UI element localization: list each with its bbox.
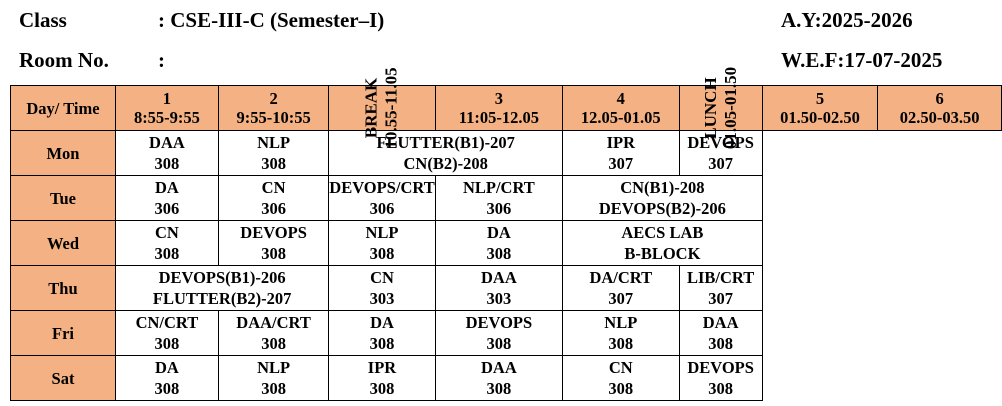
slot-fri-p4: DEVOPS 308 [435,311,562,356]
slot-fri-p2: DAA/CRT 308 [218,311,328,356]
academic-year: A.Y:2025-2026 [781,8,913,32]
class-value: : CSE-III-C (Semester–I) [158,8,385,32]
slot-wed-p4: DA 308 [435,221,562,266]
period-header-1: 1 8:55-9:55 [115,86,218,131]
slot-thu-p6: LIB/CRT 307 [679,266,762,311]
break-column: BREAK 10.55-11.05 [329,86,435,131]
slot-mon-p34: FLUTTER(B1)-207 CN(B2)-208 [329,131,563,176]
slot-tue-p2: CN 306 [218,176,328,221]
table-row [11,356,1002,401]
slot-sat-p2: NLP 308 [218,356,328,401]
day-mon: Mon [11,131,116,176]
slot-wed-p1: CN 308 [115,221,218,266]
slot-thu-p3: CN 303 [329,266,435,311]
day-tue: Tue [11,176,116,221]
slot-fri-p1: CN/CRT 308 [115,311,218,356]
class-label: Class [19,8,67,32]
period-header-5: 5 01.50-02.50 [762,86,878,131]
slot-fri-p5: NLP 308 [563,311,680,356]
slot-mon-p2: NLP 308 [218,131,328,176]
slot-tue-p1: DA 306 [115,176,218,221]
slot-thu-p12: DEVOPS(B1)-206 FLUTTER(B2)-207 [115,266,328,311]
slot-mon-p6: DEVOPS 307 [679,131,762,176]
slot-fri-p6: DAA 308 [679,311,762,356]
slot-wed-p2: DEVOPS 308 [218,221,328,266]
slot-tue-p4: NLP/CRT 306 [435,176,562,221]
period-header-3: 3 11:05-12.05 [435,86,562,131]
slot-sat-p4: DAA 308 [435,356,562,401]
day-time-header: Day/ Time [11,86,116,131]
day-sat: Sat [11,356,116,401]
wef-date: W.E.F:17-07-2025 [781,48,943,72]
day-wed: Wed [11,221,116,266]
period-header-4: 4 12.05-01.05 [563,86,680,131]
slot-tue-p56: CN(B1)-208 DEVOPS(B2)-206 [563,176,763,221]
period-header-6: 6 02.50-03.50 [878,86,1002,131]
slot-sat-p5: CN 308 [563,356,680,401]
day-fri: Fri [11,311,116,356]
slot-mon-p1: DAA 308 [115,131,218,176]
slot-sat-p6: DEVOPS 308 [679,356,762,401]
table-row [11,311,1002,356]
period-header-2: 2 9:55-10:55 [218,86,328,131]
timetable [10,66,1002,401]
slot-tue-p3: DEVOPS/CRT 306 [329,176,435,221]
table-row [11,176,1002,221]
slot-thu-p4: DAA 303 [435,266,562,311]
slot-wed-p3: NLP 308 [329,221,435,266]
table-row [11,221,1002,266]
table-row [11,131,1002,176]
slot-fri-p3: DA 308 [329,311,435,356]
slot-sat-p1: DA 308 [115,356,218,401]
slot-wed-p56: AECS LAB B-BLOCK [563,221,763,266]
room-label: Room No. [19,48,109,72]
table-row [11,266,1002,311]
slot-mon-p5: IPR 307 [563,131,680,176]
lunch-column: LUNCH 01.05-01.50 [679,86,762,131]
slot-sat-p3: IPR 308 [329,356,435,401]
day-thu: Thu [11,266,116,311]
slot-thu-p5: DA/CRT 307 [563,266,680,311]
room-value: : [158,48,165,72]
